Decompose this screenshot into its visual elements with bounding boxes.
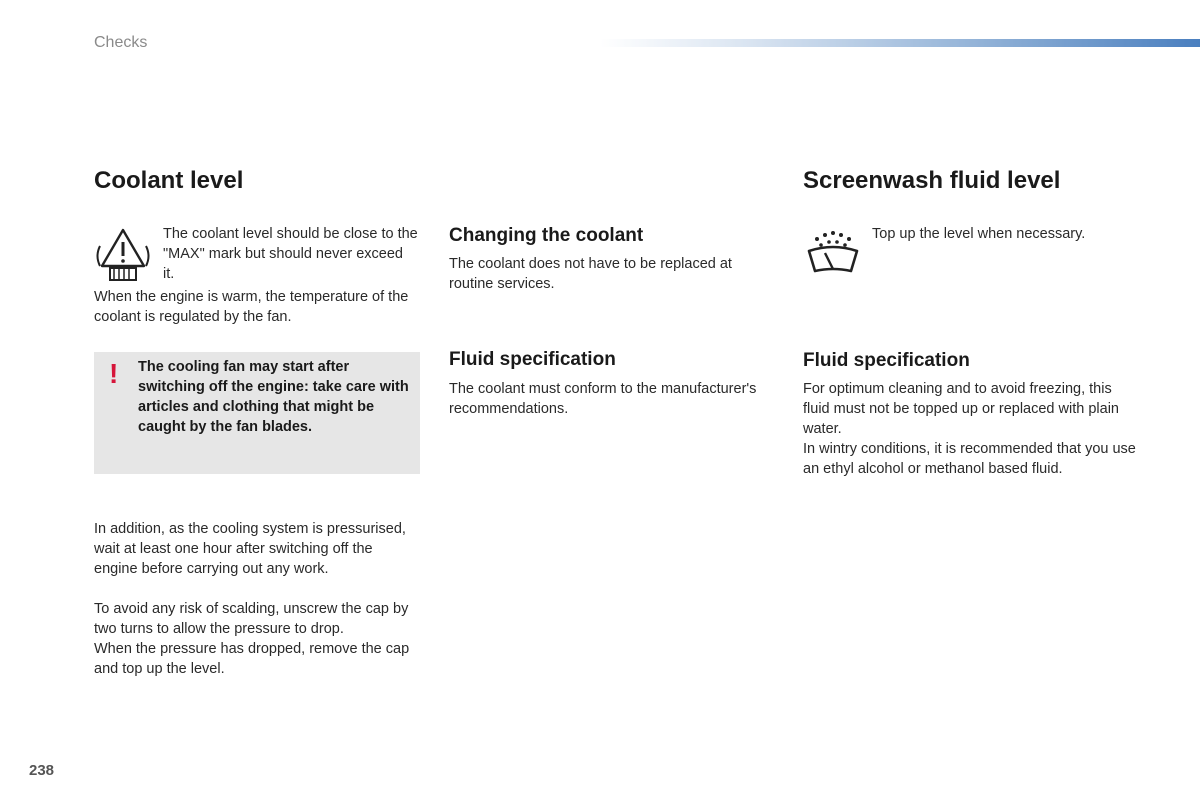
coolant-title: Coolant level xyxy=(94,167,244,194)
coolant-warning-icon xyxy=(94,226,152,284)
warning-text: The cooling fan may start after switching off the engine: take care with articles and clothing that might be caught by the fan blades. xyxy=(138,359,409,435)
screenwash-spec-title: Fluid specification xyxy=(803,350,970,371)
changing-coolant-title: Changing the coolant xyxy=(449,225,644,246)
changing-coolant-text: The coolant does not have to be replaced at routine services. xyxy=(449,256,732,292)
page-number: 238 xyxy=(29,762,55,779)
coolant-warm-text: When the engine is warm, the temperature of the coolant is regulated by the fan. xyxy=(94,289,409,325)
screenwash-title: Screenwash fluid level xyxy=(803,167,1061,194)
screenwash-spec-text-2: In wintry conditions, it is recommended that you use an ethyl alcohol or methanol based fluid. xyxy=(803,441,1136,477)
coolant-intro: The coolant level should be close to the "MAX" mark but should never exceed it. xyxy=(163,226,418,282)
coolant-spec-title: Fluid specification xyxy=(449,349,616,370)
coolant-dropped-text: When the pressure has dropped, remove the cap and top up the level. xyxy=(94,641,410,677)
screenwash-icon xyxy=(803,225,861,281)
screenwash-topup-text: Top up the level when necessary. xyxy=(872,226,1086,242)
section-label: Checks xyxy=(94,34,148,51)
warning-box xyxy=(94,352,420,474)
header-accent-bar xyxy=(600,39,1200,47)
coolant-scald-text: To avoid any risk of scalding, unscrew the cap by two turns to allow the pressure to drop. xyxy=(94,601,409,637)
coolant-pressure-text: In addition, as the cooling system is pressurised, wait at least one hour after switching off the engine before carrying out any work. xyxy=(94,521,406,577)
screenwash-spec-text-1: For optimum cleaning and to avoid freezing, this fluid must not be topped up or replaced with plain water. xyxy=(803,381,1119,437)
coolant-spec-text: The coolant must conform to the manufacturer's recommendations. xyxy=(449,381,757,417)
warning-exclamation-icon: ! xyxy=(109,358,119,389)
